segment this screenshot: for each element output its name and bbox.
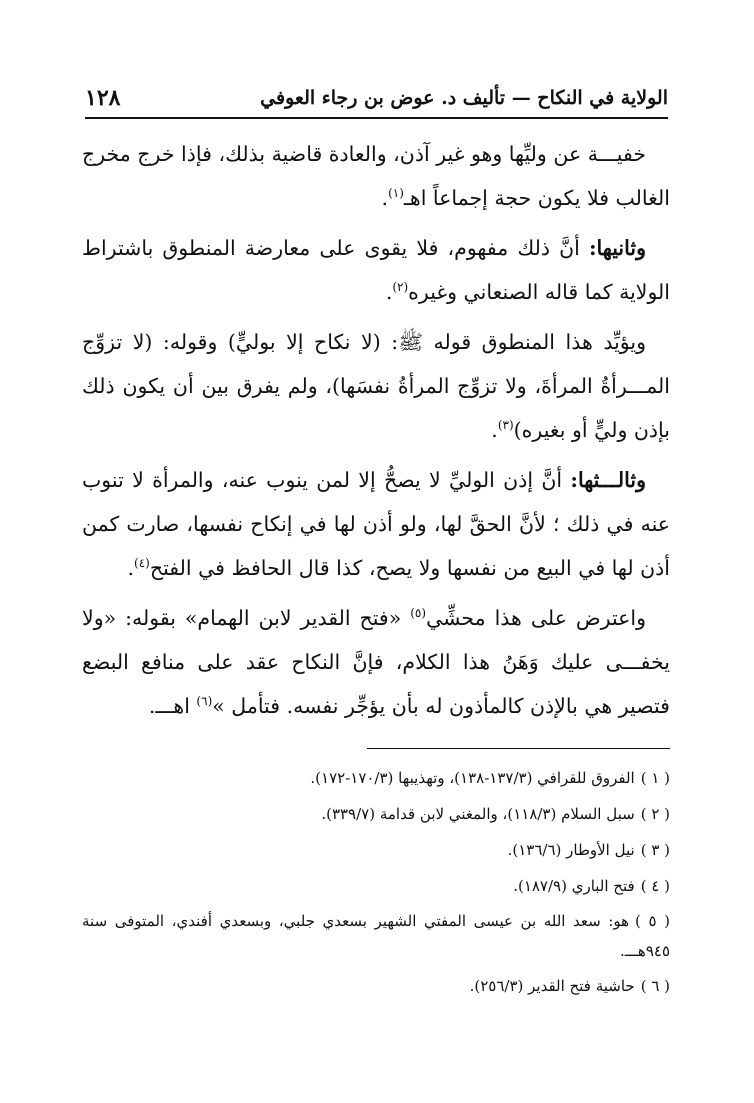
paragraph-text: خفيـــة عن وليِّها وهو غير آذن، والعادة قاضية بذلك، فإذا خرج مخرج الغالب فلا يكون حجة إجماعاً اهـ: [82, 142, 670, 210]
footnote-ref-6: (٦): [196, 694, 213, 709]
paragraph-tail: «فتح القدير لابن الهمام» بقوله: «ولا يخفـــى عليك وَهَنُ هذا الكلام، فإنَّ النكاح عقد على منافع البضع فتصير هي بالإذن كالمأذون له بأن يؤجِّر نفسه. فتأمل »: [82, 606, 670, 718]
footnote-ref-3: (٣): [497, 418, 514, 433]
footnote-number: ( ٣ ): [640, 841, 670, 859]
running-header: [85, 83, 668, 119]
footnote-6: [82, 970, 670, 1002]
paragraph-lead: وثانيها:: [588, 236, 646, 260]
paragraph-text: ويؤيِّد هذا المنطوق قوله ﷺ: (لا نكاح إلا بوليٍّ) وقوله: (لا تزوِّج المـــرأةُ المرأةَ، ولا تزوِّج المرأةُ نفسَها)، ولم يفرق بين أن يكون ذلك بإذن وليٍّ أو بغيره): [82, 330, 670, 442]
paragraph-2: [82, 226, 670, 314]
footnote-number: ( ٤ ): [640, 877, 670, 895]
footnote-text: هو: سعد الله بن عيسى المفتي الشهير بسعدي جلبي، وبسعدي أفندي، المتوفى سنة ٩٤٥هـــ.: [82, 912, 670, 960]
paragraph-tail: اهـــ.: [148, 694, 197, 718]
footnote-2: [82, 798, 670, 830]
footnote-number: ( ٦ ): [640, 977, 670, 995]
paragraph-3: [82, 320, 670, 452]
footnote-number: ( ٥ ): [635, 912, 671, 930]
footnote-text: سبل السلام (١١٨/٣)، والمغني لابن قدامة (٣٣٩/٧).: [321, 805, 635, 823]
footnote-number: ( ٢ ): [640, 805, 670, 823]
footnote-number: ( ١ ): [640, 769, 670, 787]
paragraph-5: [82, 596, 670, 728]
header-title: الولاية في النكاح — تأليف د. عوض بن رجاء العوفي: [260, 87, 668, 109]
page-number: ١٢٨: [85, 85, 121, 111]
body-text: [82, 132, 670, 734]
footnote-text: الفروق للقرافي (١٣٧/٣-١٣٨)، وتهذيبها (١٧٠/٣-١٧٢).: [310, 769, 635, 787]
footnote-ref-4: (٤): [134, 556, 150, 571]
footnote-divider: [367, 748, 670, 749]
footnote-4: [82, 870, 670, 902]
paragraph-text: أنَّ ذلك مفهوم، فلا يقوى على معارضة المنطوق باشتراط الولاية كما قاله الصنعاني وغيره: [82, 236, 670, 304]
footnote-ref-1: (١): [388, 186, 404, 201]
paragraph-tail: .: [127, 556, 135, 580]
paragraph-lead: وثالـــثها:: [570, 468, 646, 492]
footnotes: [82, 762, 670, 1006]
footnote-3: [82, 834, 670, 866]
paragraph-tail: .: [381, 186, 389, 210]
paragraph-4: [82, 458, 670, 590]
footnote-1: [82, 762, 670, 794]
footnote-ref-5: (٥): [410, 606, 427, 621]
footnote-5: [82, 906, 670, 966]
footnote-text: فتح الباري (١٨٧/٩).: [513, 877, 635, 895]
footnote-ref-2: (٢): [392, 280, 409, 295]
paragraph-tail: .: [385, 280, 393, 304]
footnote-text: حاشية فتح القدير (٢٥٦/٣).: [469, 977, 635, 995]
paragraph-1: [82, 132, 670, 220]
paragraph-text: أنَّ إذن الوليِّ لا يصحُّ إلا لمن ينوب عنه، والمرأة لا تنوب عنه في ذلك ؛ لأنَّ الحقَّ لها، ولو أذن لها في إنكاح نفسها، صارت كمن أذن لها في البيع من نفسها ولا يصح، كذا قال الحافظ في الفتح: [82, 468, 670, 580]
paragraph-tail: .: [491, 418, 498, 442]
footnote-text: نيل الأوطار (١٣٦/٦).: [507, 841, 635, 859]
paragraph-text: واعترض على هذا محشِّي: [426, 606, 646, 630]
